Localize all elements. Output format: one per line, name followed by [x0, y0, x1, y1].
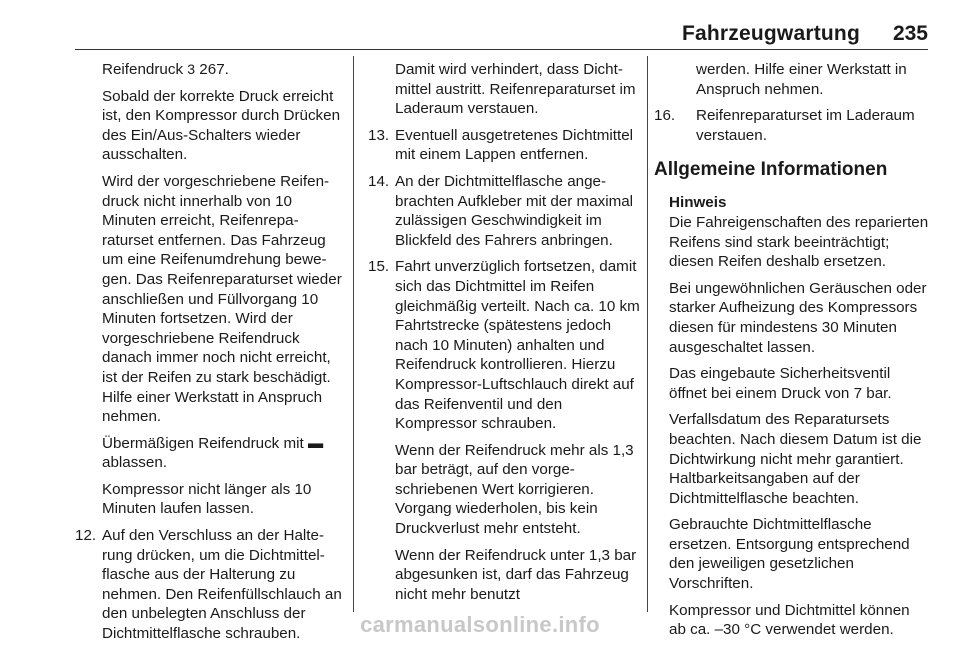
- pressure-release-icon: ▬: [307, 434, 324, 452]
- column-divider-1: [353, 56, 354, 612]
- paragraph: Wird der vorgeschriebene Reifendruck nicht innerhalb von 10 Minuten erreicht, Reifenreparaturset entfernen. Das Fahrzeug um eine Reifenumdrehung bewegen. Das Reifenreparaturset wieder anschließen und Füllvorgang 10 Minuten fortsetzen. Wird der vorgeschriebene Reifendruck danach immer noch nicht erreicht, ist der Reifen zu stark beschädigt. Hilfe einer Werkstatt in Anspruch nehmen.: [102, 172, 342, 426]
- paragraph: Verfallsdatum des Reparatursets beachten. Nach diesem Datum ist die Dichtwirkung nicht mehr garantiert. Haltbarkeitsangaben auf der Dichtmittelflasche beachten.: [669, 411, 922, 507]
- list-number: 16.: [654, 107, 676, 125]
- page-title: Fahrzeugwartung: [681, 22, 860, 45]
- paragraph: Gebrauchte Dichtmittelflasche ersetzen. Entsorgung entsprechend den jeweiligen gesetzlichen Vorschriften.: [669, 516, 910, 593]
- list-item-text: Reifenreparaturset im Laderaum verstauen.: [696, 107, 915, 144]
- list-item-13: [368, 126, 640, 165]
- paragraph: Wenn der Reifendruck mehr als 1,3 bar beträgt, auf den vorgeschriebenen Wert korrigieren. Vorgang wiederholen, bis kein Druckverlust mehr entsteht.: [395, 441, 634, 538]
- page-reference-icon: 3: [187, 61, 196, 77]
- paragraph: Wenn der Reifendruck unter 1,3 bar abgesunken ist, darf das Fahrzeug nicht mehr benutzt: [395, 546, 637, 603]
- list-item-15: [368, 257, 640, 433]
- paragraph: werden. Hilfe einer Werkstatt in Anspruch nehmen.: [696, 61, 907, 98]
- list-number: 12.: [75, 527, 97, 545]
- page-number: 235: [892, 22, 928, 45]
- list-item-16: [654, 106, 930, 145]
- paragraph-text: Übermäßigen Reifendruck mit: [102, 434, 304, 452]
- list-number: 13.: [368, 126, 390, 144]
- paragraph: [75, 60, 345, 80]
- note-block: [654, 193, 930, 639]
- paragraph: Bei ungewöhnlichen Geräuschen oder starker Aufheizung des Kompressors diesen für mindestens 30 Minuten ausgeschaltet lassen.: [669, 279, 927, 356]
- note-heading: Hinweis: [669, 194, 727, 212]
- paragraph: Kompressor nicht länger als 10 Minuten laufen lassen.: [102, 480, 312, 518]
- list-item-text: An der Dichtmittelflasche angebrachten Aufkleber mit der maximal zulässigen Geschwindigkeit im Blickfeld des Fahrers anbringen.: [395, 172, 634, 249]
- note-text: Die Fahreigenschaften des reparierten Reifens sind stark beeinträchtigt; diesen Reifen deshalb ersetzen.: [669, 213, 929, 271]
- paragraph: Sobald der korrekte Druck erreicht ist, den Kompressor durch Drücken des Ein/Aus-Schalters wieder ausschalten.: [102, 87, 341, 164]
- list-number: 15.: [368, 258, 390, 276]
- section-heading: Allgemeine Informationen: [654, 159, 888, 181]
- paragraph: Kompressor und Dichtmittel können ab ca. –30 °C verwendet werden.: [669, 601, 910, 639]
- column-divider-2: [647, 56, 648, 612]
- header-rule: [75, 49, 928, 50]
- list-item-text: Fahrt unverzüglich fortsetzen, damit sich das Dichtmittel im Reifen gleichmäßig verteilt. Nach ca. 10 km Fahrtstrecke (spätestens jedoch nach 10 Minuten) anhalten und Reifendruck kontrollieren. Hierzu Kompressor-Luftschlauch direkt auf das Reifenventil und den Kompressor schrauben.: [395, 258, 640, 433]
- watermark: carmanualsonline.info: [360, 612, 600, 637]
- paragraph-text: ablassen.: [102, 454, 168, 472]
- paragraph-text: Reifendruck: [102, 61, 184, 78]
- paragraph: [75, 434, 345, 473]
- column-1: [75, 60, 345, 651]
- column-3: [654, 60, 930, 647]
- list-item-text: Eventuell ausgetretenes Dichtmittel mit einem Lappen entfernen.: [395, 126, 634, 164]
- paragraph: Damit wird verhindert, dass Dichtmittel austritt. Reifenreparaturset im Laderaum verstauen.: [395, 61, 636, 118]
- paragraph-text: 267.: [195, 61, 229, 78]
- column-2: [368, 60, 640, 611]
- list-number: 14.: [368, 172, 390, 190]
- paragraph: Das eingebaute Sicherheitsventil öffnet bei einem Druck von 7 bar.: [669, 365, 892, 402]
- list-item-text: Auf den Verschluss an der Halterung drücken, um die Dichtmittelflasche aus der Halterung zu nehmen. Den Reifenfüllschlauch an den unbelegten Anschluss der Dichtmittelflasche schrauben.: [102, 527, 342, 643]
- list-item-14: [368, 172, 640, 250]
